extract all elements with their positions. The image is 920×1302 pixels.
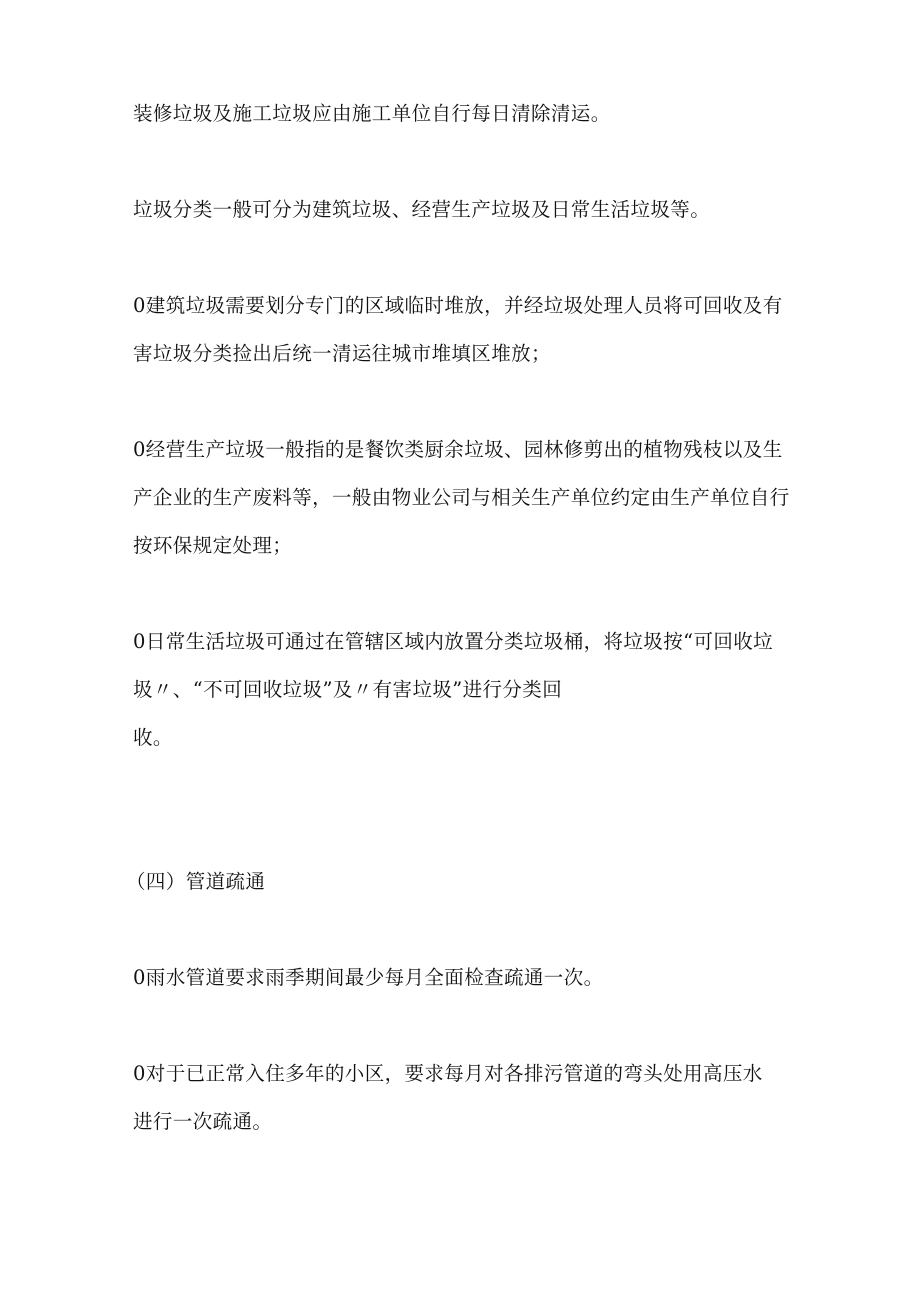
paragraph-line: 0雨水管道要求雨季期间最少每月全面检查疏通一次。	[133, 966, 604, 989]
paragraph-line: 按环保规定处理；	[133, 534, 293, 557]
paragraph-line: 0经营生产垃圾一般指的是餐饮类厨余垃圾、园林修剪出的植物残枝以及生	[133, 438, 783, 461]
paragraph-line: 0建筑垃圾需要划分专门的区域临时堆放，并经垃圾处理人员将可回收及有	[133, 294, 783, 317]
paragraph-line: 0对于已正常入住多年的小区，要求每月对各排污管道的弯头处用高压水	[133, 1062, 763, 1085]
paragraph-line: 0日常生活垃圾可通过在管辖区域内放置分类垃圾桶，将垃圾按“可回收垃	[133, 630, 774, 653]
paragraph-line: 产企业的生产废料等，一般由物业公司与相关生产单位约定由生产单位自行	[133, 486, 790, 509]
paragraph-line: 垃圾分类一般可分为建筑垃圾、经营生产垃圾及日常生活垃圾等。	[133, 198, 711, 221]
section-heading: （四）管道疏通	[126, 870, 266, 893]
paragraph-line: 装修垃圾及施工垃圾应由施工单位自行每日清除清运。	[133, 102, 611, 125]
paragraph-line: 圾〃、“不可回收垃圾”及〃有害垃圾”进行分类回	[133, 678, 563, 701]
paragraph-line: 收。	[133, 726, 173, 749]
paragraph-line: 害垃圾分类捡出后统一清运往城市堆填区堆放；	[133, 342, 551, 365]
paragraph-line: 进行一次疏通。	[133, 1110, 273, 1133]
